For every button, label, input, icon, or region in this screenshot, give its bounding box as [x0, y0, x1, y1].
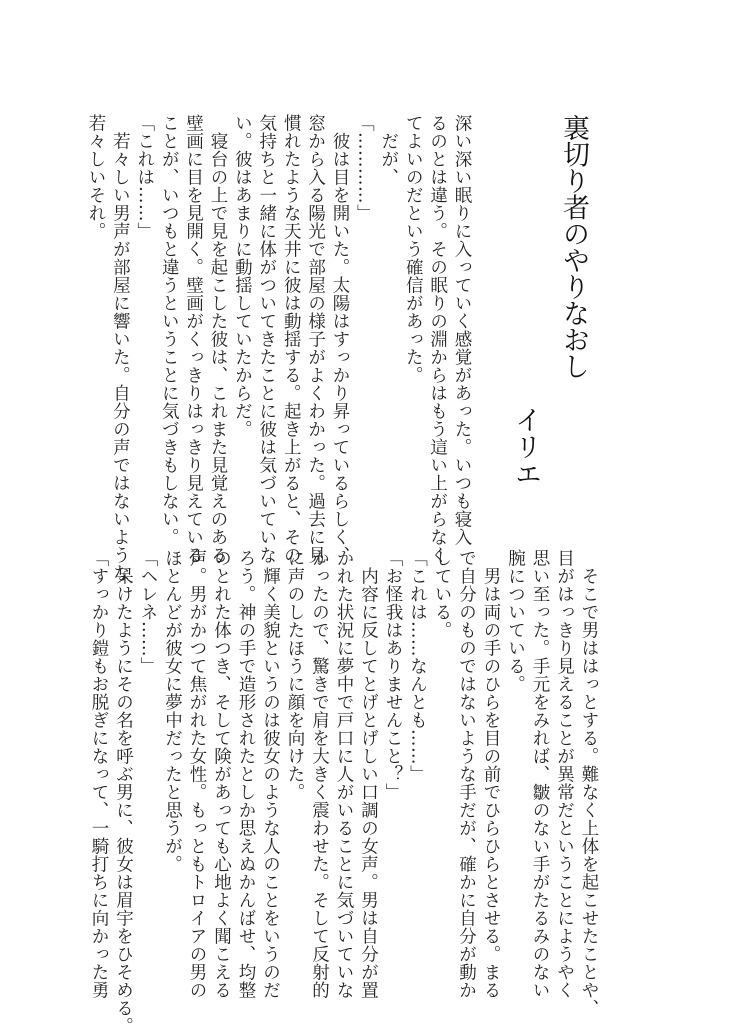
text-line: 慣れたような天井に彼は動揺する。起き上がると、その — [281, 114, 302, 564]
text-line: 彼は目を開いた。太陽はすっかり昇っているらしく、 — [330, 114, 350, 564]
text-line: 声。男がかつて焦がれた女性。もっともトロイアの男の — [187, 549, 207, 999]
story-title: 裏切り者のやりなおし — [558, 114, 589, 379]
text-line: 内容に反してとげとげしい口調の女声。男は自分が置 — [358, 549, 379, 999]
text-line: 「これは……」 — [134, 114, 155, 240]
text-line: で自分のものではないような手だが、確かに自分が動か — [456, 549, 477, 999]
text-line: ことが、いつもと違うということに気づきもしない。 — [159, 114, 180, 546]
text-line: 若々しい男声が部屋に響いた。自分の声ではないような — [110, 114, 131, 582]
text-line: 腕についている。 — [505, 549, 526, 693]
text-line: している。 — [432, 549, 452, 639]
text-line: 輝く美貌というのは彼女のような人のことをいうのだ — [260, 549, 281, 999]
text-line: かったので、驚きで肩を大きく震わせた。そして反射的 — [309, 549, 330, 999]
text-line: のとれた体つき、そして険があっても心地よく聞こえる — [211, 549, 232, 999]
text-line: てよいのだという確信があった。 — [403, 114, 424, 384]
text-line: 寝台の上で見を起こした彼は、これまた見覚えのある — [208, 114, 228, 564]
text-line: 呆けたようにその名を呼ぶ男に、彼女は眉宇をひそめる。 — [113, 549, 134, 1035]
text-line: 男は両の手のひらを目の前でひらひらとさせる。まる — [481, 549, 501, 999]
text-line: 壁画に目を見開く。壁画がくっきりはっきり見えている — [183, 114, 204, 564]
text-line: に声のしたほうに顔を向けた。 — [285, 549, 305, 801]
text-line: 思い至った。手元をみれば、皺のない手がたるみのない — [530, 549, 550, 999]
text-line: るのとは違う。その眠りの淵からはもう這い上がらなく — [427, 114, 448, 564]
text-line: 「これは……なんとも……」 — [407, 549, 428, 783]
author-name: イリエ — [510, 406, 541, 487]
text-line: 「ヘレネ……」 — [138, 549, 158, 675]
text-line: い。彼はあまりに動揺していたからだ。 — [232, 114, 253, 438]
text-line: 目がはっきり見えることが異常だということにようやく — [554, 549, 575, 999]
text-line: だが、 — [378, 114, 399, 186]
text-line: ほとんどが彼女に夢中だったと思うが。 — [162, 549, 183, 873]
text-line: 気持ちと一緒に体がついてきたことに彼は気づいていな — [256, 114, 277, 564]
text-line: 深い深い眠りに入っていく感覚があった。いつも寝入 — [452, 114, 472, 546]
text-line: 「すっかり鎧もお脱ぎになって、一騎打ちに向かった勇 — [89, 549, 109, 999]
text-line: 窓から入る陽光で部屋の様子がよくわかった。過去に見 — [305, 114, 326, 564]
text-line: 「お怪我はありませんこと？」 — [383, 549, 403, 801]
text-line: かれた状況に夢中で戸口に人がいることに気づいていな — [334, 549, 354, 999]
text-line: 若々しいそれ。 — [86, 114, 106, 240]
text-line: そこで男ははっとする。難なく上体を起こせたことや、 — [579, 549, 599, 1017]
text-line: 「…………」 — [354, 114, 375, 222]
text-line: ろう。神の手で造形されたとしか思えぬかんばせ、均整 — [236, 549, 256, 999]
